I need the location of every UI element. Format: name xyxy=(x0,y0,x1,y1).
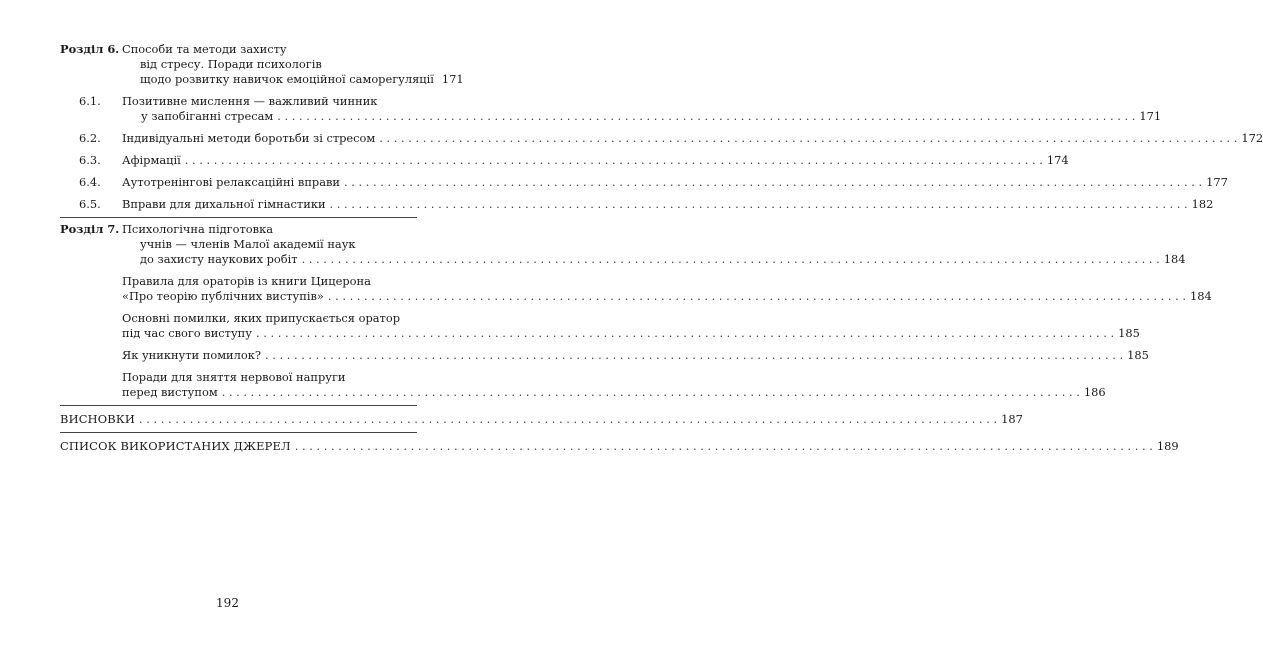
divider-line xyxy=(60,432,417,433)
subsection-title: Афірмації xyxy=(122,153,181,167)
toc-subsection-6-4 xyxy=(60,175,1228,190)
page-number: 185 xyxy=(1118,326,1140,340)
conclusions-title: ВИСНОВКИ xyxy=(60,412,136,426)
toc-subsection-6-2 xyxy=(60,131,1263,146)
item-title-line: Поради для зняття нервової напруги xyxy=(122,370,346,384)
item-title-line: перед виступом xyxy=(122,385,218,399)
toc-section-7 xyxy=(60,222,1186,267)
dot-leader xyxy=(256,326,1114,341)
section-title-line: Способи та методи захисту xyxy=(122,42,287,56)
toc-item-tension-tips xyxy=(60,370,1106,400)
toc-subsection-6-1 xyxy=(60,94,1162,124)
subsection-number: 6.4. xyxy=(79,175,101,189)
subsection-number: 6.2. xyxy=(79,131,101,145)
page-number: 171 xyxy=(1139,109,1162,123)
subsection-number: 6.5. xyxy=(79,197,101,211)
references-title: СПИСОК ВИКОРИСТАНИХ ДЖЕРЕЛ xyxy=(60,439,291,453)
section-title-line: учнів — членів Малої академії наук xyxy=(140,237,356,251)
dot-leader xyxy=(379,131,1237,146)
subsection-number: 6.1. xyxy=(79,94,101,108)
page-number: 182 xyxy=(1191,197,1214,211)
subsection-number: 6.3. xyxy=(79,153,101,167)
item-title-line: під час свого виступу xyxy=(122,326,252,340)
dot-leader xyxy=(295,439,1153,454)
dot-leader xyxy=(330,197,1188,212)
toc-subsection-6-5 xyxy=(60,197,1214,212)
subsection-title: Аутотренінгові релаксаційні вправи xyxy=(122,175,341,189)
page-number: 189 xyxy=(1156,439,1179,453)
subsection-title: Індивідуальні методи боротьби зі стресом xyxy=(122,131,376,145)
page-number: 171 xyxy=(441,72,464,86)
toc-item-main-mistakes xyxy=(60,311,1140,341)
section-label: Розділ 7. xyxy=(60,222,120,236)
item-title-line: «Про теорію публічних виступів» xyxy=(122,289,324,303)
divider-line xyxy=(60,405,417,406)
dot-leader xyxy=(139,412,997,427)
dot-leader xyxy=(185,153,1043,168)
page-number: 187 xyxy=(1001,412,1023,426)
toc-section-6 xyxy=(60,42,464,87)
page-number: 172 xyxy=(1241,131,1263,145)
item-title-line: Основні помилки, яких припускається оратор xyxy=(122,311,400,325)
item-title: Як уникнути помилок? xyxy=(122,348,261,362)
toc-item-avoid-mistakes xyxy=(60,348,1149,363)
subsection-title-line: Позитивне мислення — важливий чинник xyxy=(122,94,378,108)
dot-leader xyxy=(344,175,1202,190)
subsection-title-line: у запобіганні стресам xyxy=(141,109,274,123)
dot-leader xyxy=(277,109,1135,124)
dot-leader xyxy=(328,289,1186,304)
divider-line xyxy=(60,217,417,218)
toc-item-cicero-rules xyxy=(60,274,1212,304)
page-number: 174 xyxy=(1046,153,1069,167)
toc-conclusions xyxy=(60,412,1023,427)
dot-leader xyxy=(265,348,1123,363)
toc-subsection-6-3 xyxy=(60,153,1069,168)
page-number: 184 xyxy=(1163,252,1186,266)
section-title-line: Психологічна підготовка xyxy=(122,222,273,236)
section-title-line: щодо розвитку навичок емоційної саморегуляції xyxy=(140,72,434,86)
page-number: 184 xyxy=(1189,289,1212,303)
dot-leader xyxy=(222,385,1080,400)
page-number: 177 xyxy=(1206,175,1228,189)
section-label: Розділ 6. xyxy=(60,42,120,56)
subsection-title: Вправи для дихальної гімнастики xyxy=(122,197,326,211)
page-number: 186 xyxy=(1083,385,1106,399)
section-title-line: від стресу. Поради психологів xyxy=(140,57,322,71)
table-of-contents xyxy=(60,42,1263,454)
toc-references xyxy=(60,439,1179,454)
section-title-line: до захисту наукових робіт xyxy=(140,252,298,266)
page-footer-number: 192 xyxy=(216,596,239,610)
page-number: 185 xyxy=(1127,348,1149,362)
dot-leader xyxy=(302,252,1160,267)
item-title-line: Правила для ораторів із книги Цицерона xyxy=(122,274,371,288)
